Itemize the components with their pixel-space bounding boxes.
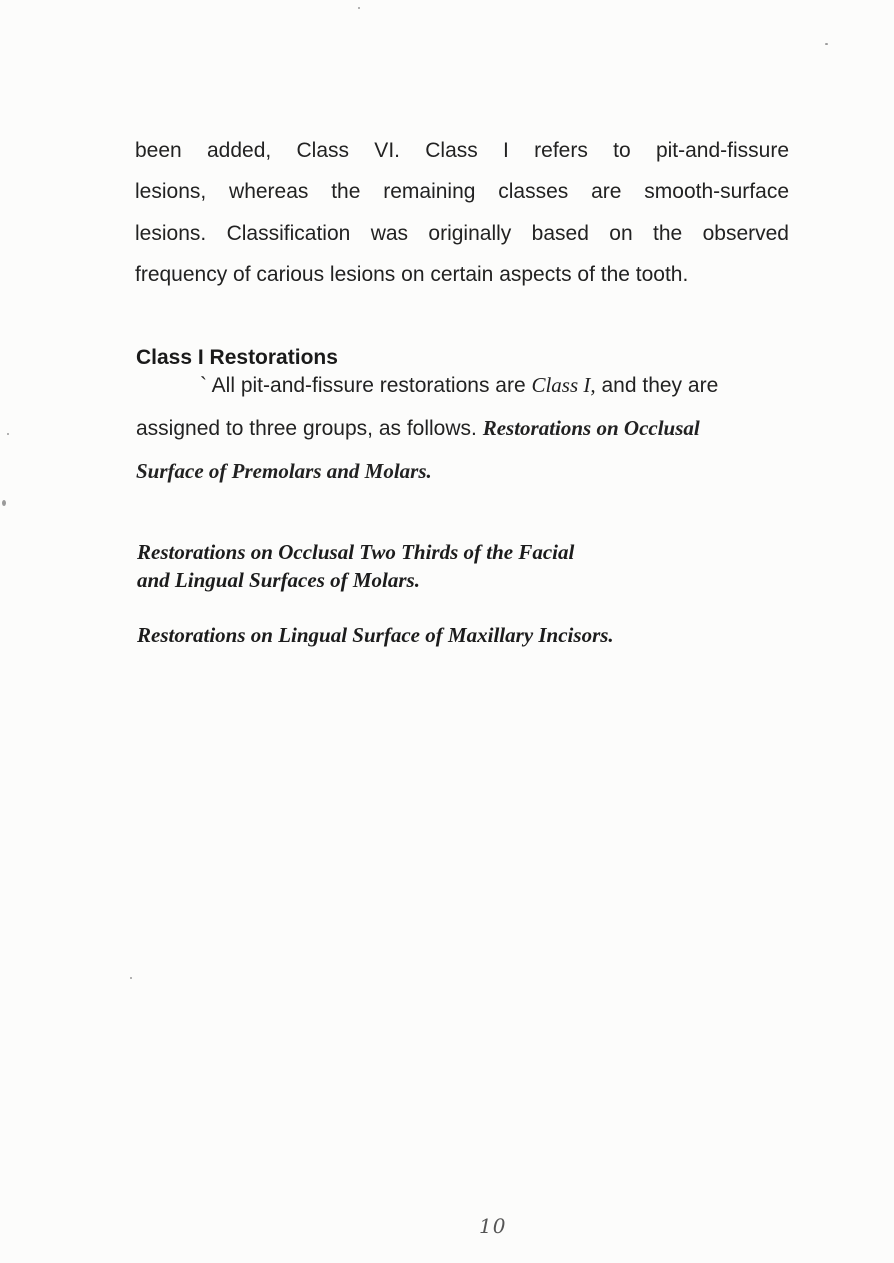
section-line-2 — [136, 416, 790, 441]
section-line-2-text: assigned to three groups, as follows. — [136, 417, 483, 440]
group-2-title-line-2: and Lingual Surfaces of Molars. — [137, 568, 420, 592]
group-2-title-line-1: Restorations on Occlusal Two Thirds of the Facial — [137, 540, 575, 564]
paragraph-line-3: lesions. Classification was originally based on the observed — [135, 222, 789, 245]
paragraph-line-4: frequency of carious lesions on certain aspects of the tooth. — [135, 263, 689, 286]
scan-speck — [2, 500, 6, 506]
scan-speck — [130, 977, 132, 979]
group-3-title: Restorations on Lingual Surface of Maxillary Incisors. — [137, 623, 614, 647]
scan-speck — [7, 433, 9, 435]
section-line-1-prefix: ` All pit-and-fissure restorations are — [200, 374, 532, 397]
section-heading: Class I Restorations — [136, 346, 338, 369]
section-line-1 — [136, 373, 789, 398]
paragraph-line-1: been added, Class VI. Class I refers to pit-and-fissure — [135, 139, 789, 162]
group-1-title-part1: Restorations on Occlusal — [482, 416, 700, 440]
class-i-term: Class I, — [531, 373, 596, 397]
paragraph-line-2: lesions, whereas the remaining classes are smooth-surface — [135, 180, 789, 203]
section-line-1-suffix: and they are — [595, 374, 719, 397]
scan-speck — [358, 7, 360, 9]
page-number: 10 — [479, 1214, 507, 1238]
scan-speck — [825, 43, 828, 45]
section-line-3 — [136, 459, 790, 484]
group-1-title-part2: Surface of Premolars and Molars. — [136, 459, 432, 483]
